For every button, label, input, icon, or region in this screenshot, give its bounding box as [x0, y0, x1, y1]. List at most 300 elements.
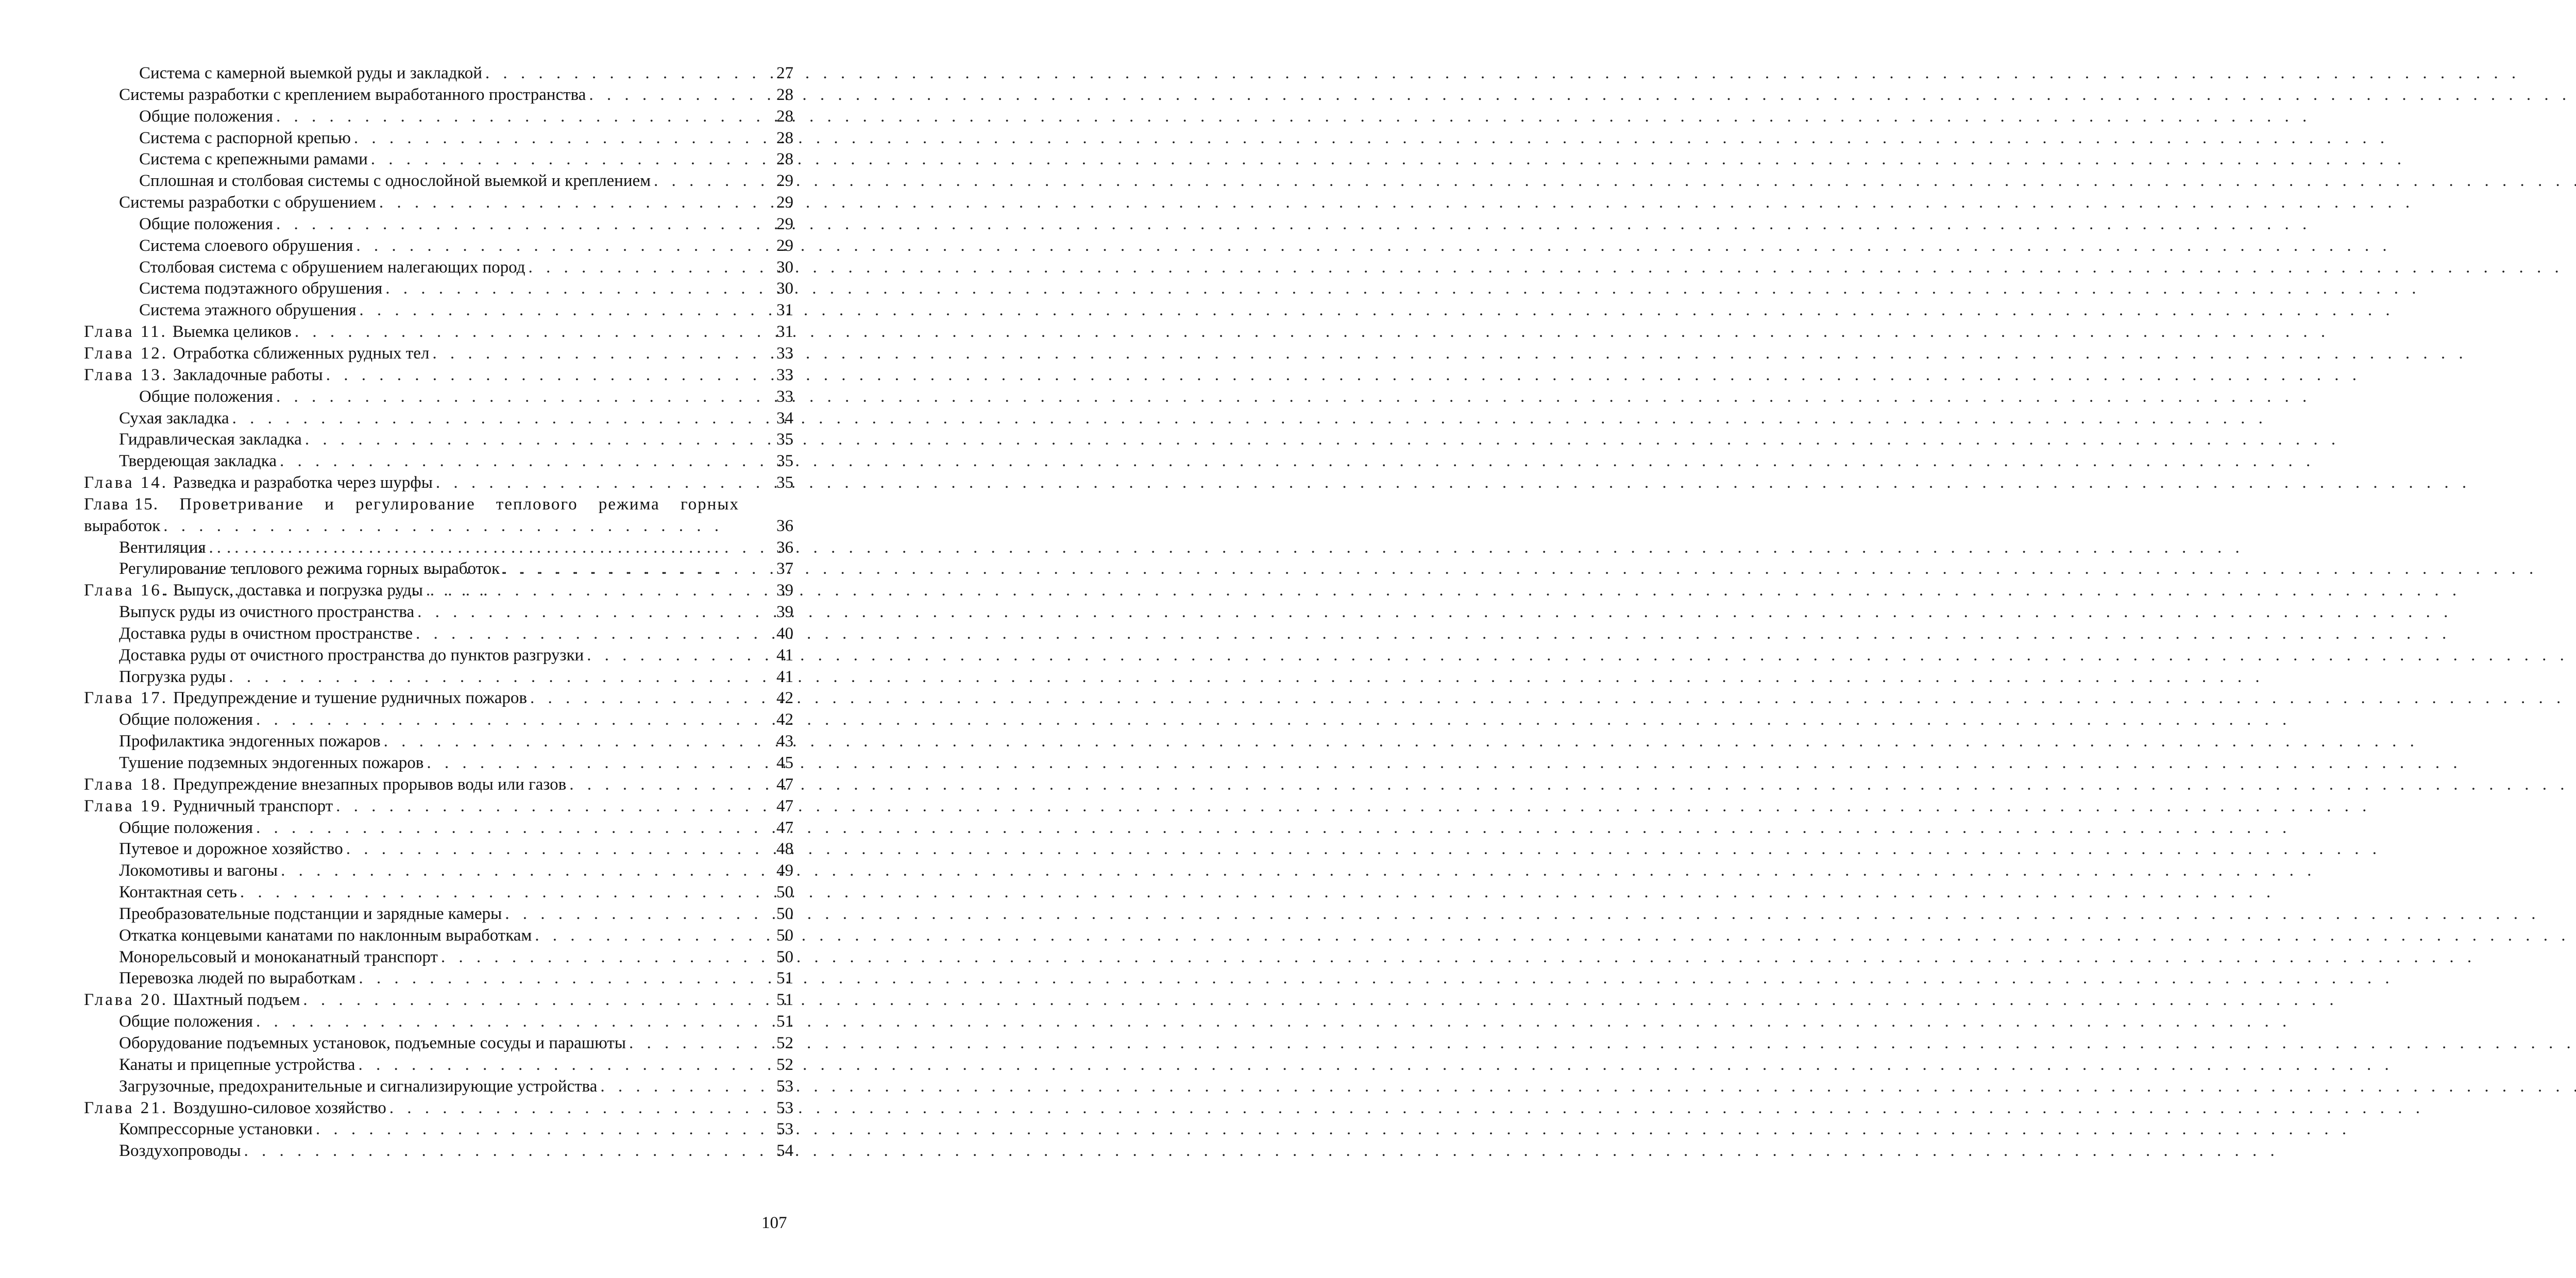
toc-entry-title: Воздушно-силовое хозяйство — [173, 1098, 386, 1117]
toc-page-number: 53 — [776, 1120, 793, 1139]
toc-entry-title: Доставка руды в очистном пространстве — [119, 624, 413, 643]
dot-leader — [566, 774, 2576, 796]
toc-entry-title-word: Проветривание — [179, 495, 304, 514]
toc-entry-title: Преобразовательные подстанции и зарядные камеры — [119, 904, 502, 923]
chapter-label: Глава 16. — [84, 581, 168, 600]
toc-entry — [0, 149, 865, 171]
toc-entry-label — [139, 214, 273, 235]
toc-page-number: 51 — [776, 1012, 793, 1031]
toc-page-number: 27 — [776, 64, 793, 82]
toc-entry-title: Гидравлическая закладка — [119, 430, 302, 449]
toc-page-number: 41 — [776, 667, 793, 686]
toc-entry-title-word: выработок — [84, 516, 161, 535]
toc-entry — [0, 817, 865, 839]
dot-leader — [438, 947, 2476, 968]
toc-entry-title: Компрессорные установки — [119, 1120, 313, 1139]
toc-entry-label — [84, 580, 423, 602]
chapter-label: Глава 13. — [84, 365, 168, 384]
toc-entry-row — [0, 321, 739, 343]
dot-leader — [253, 817, 2291, 839]
toc-entry-label — [119, 192, 376, 214]
toc-entry-row — [0, 278, 739, 300]
toc-entry-row — [0, 580, 739, 602]
toc-entry-row — [0, 472, 739, 494]
toc-entry-title: Воздухопроводы — [119, 1141, 241, 1161]
toc-entry-row — [0, 300, 739, 321]
dot-leader — [423, 753, 2462, 774]
toc-entry — [0, 537, 865, 559]
toc-entry — [0, 257, 865, 279]
toc-entry-label — [84, 321, 292, 343]
toc-chapter-entry — [0, 365, 865, 386]
toc-entry-label — [119, 1033, 626, 1054]
toc-entry — [0, 623, 865, 645]
toc-entry-row — [0, 1011, 739, 1033]
toc-entry-row — [0, 602, 739, 623]
toc-entry-row — [0, 688, 739, 709]
toc-entry-row — [0, 968, 739, 990]
toc-entry-label — [119, 667, 226, 688]
toc-entry-label — [119, 408, 229, 430]
toc-chapter-entry — [0, 774, 865, 796]
toc-page-number: 50 — [776, 926, 793, 945]
toc-entry — [0, 408, 865, 430]
toc-entry-row — [0, 63, 739, 84]
toc-entry-label — [139, 386, 273, 408]
toc-entry-label — [119, 1054, 355, 1076]
toc-entry-label — [139, 278, 382, 300]
toc-entry-row — [0, 192, 739, 214]
toc-entry-row — [0, 558, 739, 580]
toc-entry — [0, 429, 865, 451]
toc-entry-label — [119, 925, 532, 947]
toc-entry-row — [0, 925, 739, 947]
toc-page-number: 39 — [776, 603, 793, 622]
toc-page-number: 42 — [776, 689, 793, 708]
toc-entry-label — [119, 839, 343, 860]
toc-entry — [0, 925, 865, 947]
toc-entry-label — [119, 558, 500, 580]
toc-page-number: 28 — [776, 85, 793, 104]
dot-leader — [253, 709, 2291, 731]
dot-leader — [253, 1011, 2291, 1033]
toc-entry-row — [0, 214, 739, 235]
toc-entry — [0, 947, 865, 968]
dot-leader — [527, 688, 2565, 709]
dot-leader — [368, 149, 2406, 171]
toc-entry-row — [0, 235, 739, 257]
toc-entry-label — [84, 688, 527, 709]
dot-leader — [386, 1098, 2425, 1119]
table-of-contents — [0, 63, 865, 1162]
toc-page-number: 29 — [776, 193, 793, 212]
toc-entry — [0, 1076, 865, 1098]
toc-chapter-entry — [0, 580, 865, 602]
toc-entry-title: Шахтный подъем — [173, 991, 300, 1010]
toc-entry-row — [0, 537, 739, 559]
toc-page-number: 51 — [776, 969, 793, 988]
toc-entry-title: Тушение подземных эндогенных пожаров — [119, 754, 424, 772]
toc-entry-label — [84, 774, 566, 796]
toc-entry — [0, 645, 865, 667]
dot-leader — [343, 839, 2381, 860]
toc-entry-row — [0, 149, 739, 171]
toc-entry — [0, 667, 865, 688]
toc-page-number: 51 — [776, 991, 793, 1010]
dot-leader — [413, 623, 2451, 645]
toc-entry — [0, 278, 865, 300]
toc-page-number: 47 — [776, 796, 793, 815]
toc-page-number: 50 — [776, 904, 793, 923]
dot-leader — [423, 580, 2461, 602]
toc-page-number: 35 — [776, 452, 793, 471]
toc-page-number: 47 — [776, 818, 793, 837]
toc-entry-title: Монорельсовый и моноканатный транспорт — [119, 947, 438, 966]
chapter-label: Глава 15. — [84, 495, 159, 514]
toc-entry-label — [84, 365, 323, 386]
toc-entry-label — [119, 451, 277, 472]
toc-entry-title: Перевозка людей по выработкам — [119, 969, 356, 988]
toc-entry — [0, 63, 865, 84]
toc-entry-title: Вентиляция — [119, 538, 206, 557]
toc-entry-title: Регулирование теплового режима горных выработок — [119, 559, 500, 578]
toc-entry — [0, 709, 865, 731]
toc-entry-row — [0, 990, 739, 1011]
toc-entry-row — [0, 257, 739, 279]
toc-entry-title: Выпуск, доставка и погрузка руды — [173, 581, 423, 600]
toc-entry-label — [119, 904, 502, 925]
dot-leader — [229, 408, 2267, 430]
toc-entry-title: Система слоевого обрушения — [139, 236, 353, 255]
dot-leader — [382, 278, 2420, 300]
toc-entry-label — [119, 709, 253, 731]
toc-page-number: 33 — [776, 365, 793, 384]
toc-entry — [0, 451, 865, 472]
toc-entry-title: Столбовая система с обрушением налегающих пород — [139, 258, 526, 277]
toc-entry-title: Общие положения — [139, 214, 273, 233]
toc-entry-label — [119, 968, 355, 990]
toc-entry — [0, 1119, 865, 1140]
toc-entry-row — [0, 839, 739, 860]
toc-entry-row — [0, 947, 739, 968]
toc-entry — [0, 731, 865, 753]
dot-leader — [278, 860, 2316, 882]
toc-entry-label — [84, 343, 429, 365]
toc-entry — [0, 386, 865, 408]
toc-entry-title: Выпуск руды из очистного пространства — [119, 603, 415, 622]
dot-leader — [351, 128, 2389, 149]
toc-entry-label — [119, 645, 584, 667]
page-number: 107 — [761, 1214, 787, 1232]
toc-entry-row — [0, 1054, 739, 1076]
toc-page-number: 33 — [776, 344, 793, 363]
toc-chapter-entry — [0, 688, 865, 709]
toc-entry-title: Система подэтажного обрушения — [139, 279, 383, 298]
toc-entry-row — [0, 882, 739, 904]
toc-entry-title: Доставка руды от очистного пространства до пунктов разгрузки — [119, 645, 584, 664]
toc-entry-title: Выемка целиков — [172, 322, 292, 342]
toc-entry-title: Оборудование подъемных установок, подъемные сосуды и парашюты — [119, 1033, 626, 1052]
toc-page-number: 50 — [776, 883, 793, 902]
toc-entry-label — [119, 860, 278, 882]
dot-leader — [525, 257, 2563, 279]
toc-page-number: 52 — [776, 1033, 793, 1052]
chapter-label: Глава 11. — [84, 322, 167, 342]
dot-leader — [356, 300, 2394, 321]
dot-leader — [292, 321, 2330, 343]
toc-entry-label — [139, 235, 353, 257]
toc-entry-title: Рудничный транспорт — [173, 796, 333, 815]
toc-entry-title: Общие положения — [119, 818, 253, 837]
dot-leader — [381, 731, 2419, 753]
toc-entry-title-word: горных — [680, 495, 739, 514]
toc-entry-row — [0, 171, 739, 192]
toc-page-number: 53 — [776, 1077, 793, 1096]
toc-entry-label — [119, 602, 414, 623]
toc-chapter-entry — [0, 990, 865, 1011]
toc-entry-title: Закладочные работы — [173, 365, 323, 384]
toc-entry-title-word: теплового — [496, 495, 578, 514]
toc-entry-row — [0, 645, 739, 667]
chapter-label: Глава 18. — [84, 775, 168, 794]
toc-entry-label — [119, 1076, 597, 1098]
toc-entry-row — [0, 817, 739, 839]
toc-entry — [0, 753, 865, 774]
toc-entry-row — [0, 408, 739, 430]
dot-leader — [502, 904, 2540, 925]
dot-leader — [237, 882, 2275, 904]
toc-page-number: 48 — [776, 840, 793, 859]
toc-entry-row — [0, 796, 739, 817]
dot-leader — [273, 214, 2311, 235]
toc-page-number: 39 — [776, 581, 793, 600]
toc-entry-row — [0, 1098, 739, 1119]
toc-entry-title: Откатка концевыми канатами по наклонным выработкам — [119, 926, 532, 945]
toc-page-number: 29 — [776, 236, 793, 255]
dot-leader — [651, 171, 2576, 192]
dot-leader — [313, 1119, 2351, 1140]
toc-entry-title: Система с распорной крепью — [139, 128, 351, 147]
toc-entry-title: Системы разработки с обрушением — [119, 193, 376, 212]
chapter-label: Глава 12. — [84, 344, 168, 363]
toc-chapter-entry — [0, 494, 865, 537]
chapter-label: Глава 20. — [84, 991, 168, 1010]
toc-page-number: 36 — [776, 538, 793, 557]
toc-entry-row — [0, 774, 739, 796]
toc-page-number: 45 — [776, 754, 793, 772]
toc-entry-row — [0, 1119, 739, 1140]
toc-entry-row — [0, 365, 739, 386]
toc-entry-row — [0, 343, 739, 365]
toc-entry-title: Общие положения — [119, 710, 253, 729]
toc-page-number: 31 — [776, 301, 793, 320]
toc-entry-title-word: регулирование — [355, 495, 476, 514]
toc-chapter-entry — [0, 796, 865, 817]
toc-entry — [0, 1140, 865, 1162]
dot-leader — [300, 990, 2338, 1011]
dot-leader — [355, 1054, 2393, 1076]
toc-entry-label — [119, 731, 381, 753]
toc-entry — [0, 84, 865, 106]
toc-page-number: 31 — [776, 322, 793, 342]
toc-entry-title: Сплошная и столбовая системы с однослойной выемкой и креплением — [139, 172, 651, 191]
dot-leader — [302, 429, 2340, 451]
toc-entry-title-word: и — [325, 495, 335, 514]
dot-leader — [323, 365, 2361, 386]
chapter-label: Глава 17. — [84, 689, 168, 708]
toc-entry — [0, 904, 865, 925]
toc-entry-title: Предупреждение внезапных прорывов воды или газов — [173, 775, 567, 794]
toc-entry — [0, 839, 865, 860]
toc-entry — [0, 235, 865, 257]
toc-page-number: 53 — [776, 1098, 793, 1117]
toc-entry — [0, 1033, 865, 1054]
dot-leader — [353, 235, 2391, 257]
chapter-label: Глава 21. — [84, 1098, 168, 1117]
toc-entry-title: Система этажного обрушения — [139, 301, 357, 320]
toc-page-number: 41 — [776, 645, 793, 664]
toc-page-number: 29 — [776, 172, 793, 191]
toc-entry-label — [119, 1011, 253, 1033]
toc-entry — [0, 882, 865, 904]
toc-entry-row — [0, 128, 739, 149]
toc-entry-label — [119, 429, 302, 451]
toc-entry — [0, 214, 865, 235]
dot-leader — [414, 602, 2452, 623]
dot-leader — [597, 1076, 2576, 1098]
toc-entry-title: Сухая закладка — [119, 408, 229, 428]
toc-chapter-entry — [0, 321, 865, 343]
toc-page-number: 30 — [776, 258, 793, 277]
toc-entry-label — [119, 753, 423, 774]
toc-entry — [0, 1054, 865, 1076]
toc-entry-label — [119, 1119, 313, 1140]
chapter-label: Глава 19. — [84, 796, 168, 815]
toc-entry-label — [119, 84, 586, 106]
toc-entry-title-word: режима — [598, 495, 660, 514]
toc-entry-title: Отработка сближенных рудных тел — [173, 344, 430, 363]
dot-leader — [433, 472, 2471, 494]
toc-page-number: 37 — [776, 559, 793, 578]
toc-page-number: 29 — [776, 214, 793, 233]
toc-entry-title: Разведка и разработка через шурфы — [173, 473, 433, 492]
toc-entry-label — [139, 171, 651, 192]
toc-page-number: 47 — [776, 775, 793, 794]
toc-entry-label — [119, 947, 438, 968]
toc-chapter-entry — [0, 343, 865, 365]
toc-entry-row — [0, 753, 739, 774]
toc-entry-title: Погрузка руды — [119, 667, 226, 686]
toc-page-number: 49 — [776, 861, 793, 880]
toc-page-number: 52 — [776, 1055, 793, 1074]
dot-leader — [226, 667, 2264, 688]
toc-entry-title: Системы разработки с креплением выработанного пространства — [119, 85, 586, 104]
toc-entry-label — [119, 882, 237, 904]
dot-leader — [273, 386, 2311, 408]
toc-entry-row — [0, 429, 739, 451]
dot-leader — [500, 558, 2538, 580]
toc-entry-row — [0, 84, 739, 106]
toc-entry-title: Путевое и дорожное хозяйство — [119, 840, 343, 859]
toc-entry-label — [119, 817, 253, 839]
toc-entry-row — [0, 106, 739, 128]
toc-page-number: 30 — [776, 279, 793, 298]
toc-page-number: 50 — [776, 947, 793, 966]
dot-leader — [626, 1033, 2576, 1054]
toc-entry-title: Система с крепежными рамами — [139, 150, 368, 169]
toc-entry-title: Твердеющая закладка — [119, 452, 277, 471]
toc-entry — [0, 558, 865, 580]
toc-entry-row — [0, 904, 739, 925]
toc-entry-label — [139, 63, 482, 84]
toc-entry — [0, 968, 865, 990]
toc-entry — [0, 300, 865, 321]
toc-entry-row — [0, 451, 739, 472]
toc-entry — [0, 602, 865, 623]
toc-entry-title: Предупреждение и тушение рудничных пожаров — [173, 689, 527, 708]
toc-entry — [0, 860, 865, 882]
dot-leader — [355, 968, 2394, 990]
toc-entry-label — [139, 128, 351, 149]
toc-entry — [0, 128, 865, 149]
toc-entry-label — [139, 106, 273, 128]
toc-entry — [0, 106, 865, 128]
toc-entry-title: Общие положения — [139, 107, 273, 126]
dot-leader — [376, 192, 2414, 214]
toc-entry-label — [119, 537, 206, 559]
toc-entry-label — [139, 300, 356, 321]
dot-leader — [241, 1140, 2279, 1162]
toc-entry — [0, 171, 865, 192]
toc-entry-row — [0, 731, 739, 753]
toc-entry-label — [84, 796, 333, 817]
toc-entry — [0, 1011, 865, 1033]
toc-entry-label — [84, 1098, 386, 1119]
toc-entry-row — [0, 623, 739, 645]
toc-page-number: 43 — [776, 732, 793, 751]
dot-leader — [532, 925, 2570, 947]
toc-entry-row — [0, 860, 739, 882]
toc-entry-label — [139, 257, 525, 279]
toc-entry-row — [0, 1076, 739, 1098]
toc-entry-title: Загрузочные, предохранительные и сигнализирующие устройства — [119, 1077, 598, 1096]
toc-entry-label — [119, 1140, 241, 1162]
toc-page-number: 35 — [776, 430, 793, 449]
toc-page-number: 28 — [776, 107, 793, 126]
toc-entry-title: Общие положения — [139, 387, 273, 406]
toc-entry-title: Общие положения — [119, 1012, 253, 1031]
toc-page-number: 28 — [776, 150, 793, 169]
dot-leader — [206, 537, 2244, 559]
toc-entry-row — [0, 709, 739, 731]
toc-entry-row — [0, 1140, 739, 1162]
dot-leader — [333, 796, 2371, 817]
toc-page-number: 40 — [776, 624, 793, 643]
toc-page-number: 42 — [776, 710, 793, 729]
toc-page-number: 34 — [776, 408, 793, 428]
toc-entry-label — [84, 472, 433, 494]
toc-entry-title: Локомотивы и вагоны — [119, 861, 278, 880]
toc-page-number: 33 — [776, 387, 793, 406]
toc-entry-row — [0, 386, 739, 408]
toc-entry-title: Контактная сеть — [119, 883, 237, 902]
toc-entry-label — [84, 990, 300, 1011]
dot-leader — [584, 645, 2576, 667]
toc-entry-title: Профилактика эндогенных пожаров — [119, 732, 381, 751]
toc-page-number: 35 — [776, 473, 793, 492]
toc-chapter-entry — [0, 472, 865, 494]
toc-page-number: 54 — [776, 1141, 793, 1161]
